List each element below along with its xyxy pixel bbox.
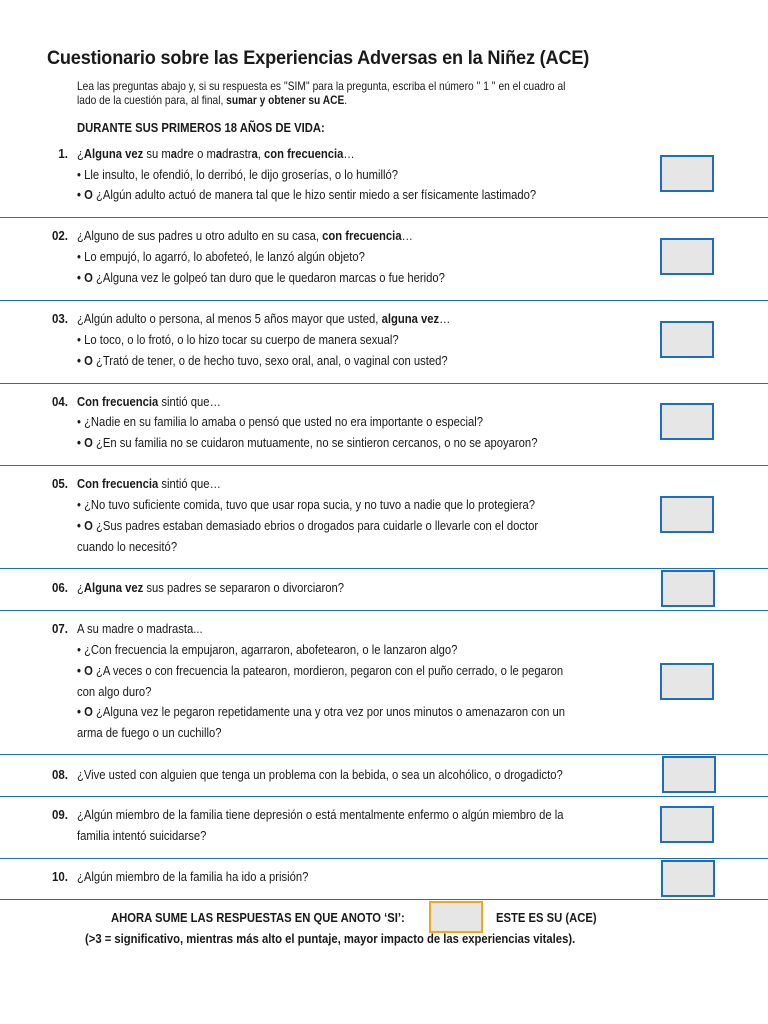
answer-box-3[interactable] <box>660 321 714 358</box>
question-line: • ¿No tuvo suficiente comida, tuvo que usar ropa sucia, y no tuvo a nadie que lo protegiera? <box>77 498 535 512</box>
question-line <box>77 229 413 243</box>
answer-box-6[interactable] <box>661 570 715 607</box>
instructions-text: lado de la cuestión para, al final, <box>77 94 227 107</box>
or-bullet: • O <box>77 188 93 202</box>
answer-box-8[interactable] <box>662 756 716 793</box>
q-bold: Con frecuencia <box>77 395 159 409</box>
q-text: ¿Trató de tener, o de hecho tuvo, sexo oral, anal, o vaginal con usted? <box>92 354 448 368</box>
divider <box>0 610 768 611</box>
or-bullet: • O <box>77 271 93 285</box>
q-bold: con frecuencia <box>264 147 344 161</box>
divider <box>0 899 768 900</box>
q-bold: a <box>215 147 223 161</box>
divider <box>0 300 768 301</box>
question-line: familia intentó suicidarse? <box>77 829 207 843</box>
q-text: … <box>401 229 413 243</box>
question-line <box>77 312 450 326</box>
instructions-line-2 <box>77 94 605 108</box>
divider <box>0 217 768 218</box>
question-line: • Lle insulto, le ofendió, lo derribó, le dijo groserías, o lo humilló? <box>77 168 399 182</box>
question-line <box>77 436 537 450</box>
question-line: • Lo empujó, lo agarró, lo abofeteó, le lanzó algún objeto? <box>77 250 365 264</box>
q-text: ¿Alguno de sus padres u otro adulto en su casa, <box>77 229 323 243</box>
question-number: 02. <box>52 229 68 243</box>
total-label: AHORA SUME LAS RESPUESTAS EN QUE ANOTO ‘SI’: <box>111 911 405 925</box>
instructions-end: . <box>344 94 348 107</box>
question-number: 07. <box>52 622 68 636</box>
q-text: sintió que… <box>158 395 221 409</box>
answer-box-2[interactable] <box>660 238 714 275</box>
q-text: d <box>177 147 184 161</box>
q-text: ¿ <box>77 147 84 161</box>
question-line <box>77 519 538 533</box>
answer-box-7[interactable] <box>660 663 714 700</box>
q-text: sintió que… <box>158 477 221 491</box>
divider <box>0 754 768 755</box>
instructions-bold: sumar y obtener su ACE <box>226 94 345 107</box>
question-line: cuando lo necesitó? <box>77 540 178 554</box>
answer-box-4[interactable] <box>660 403 714 440</box>
question-line <box>77 147 355 161</box>
q-text: ¿Alguna vez le pegaron repetidamente una y otra vez por unos minutos o amenazaron con un <box>92 705 565 719</box>
q-bold: r <box>228 147 233 161</box>
question-line <box>77 664 563 678</box>
q-bold: a <box>170 147 178 161</box>
question-line: • Lo toco, o lo frotó, o lo hizo tocar su cuerpo de manera sexual? <box>77 333 399 347</box>
answer-box-9[interactable] <box>660 806 714 843</box>
question-line: ¿Algún miembro de la familia tiene depresión o está mentalmente enfermo o algún miembro de la <box>77 808 564 822</box>
question-line: con algo duro? <box>77 685 152 699</box>
question-line: A su madre o madrasta... <box>77 622 203 636</box>
question-line: ¿Algún miembro de la familia ha ido a prisión? <box>77 870 309 884</box>
q-text: … <box>343 147 355 161</box>
q-text: sus padres se separaron o divorciaron? <box>143 581 345 595</box>
divider <box>0 568 768 569</box>
q-bold: Alguna vez <box>83 581 144 595</box>
q-text: d <box>222 147 229 161</box>
question-number: 1. <box>58 147 68 161</box>
divider <box>0 465 768 466</box>
question-line: arma de fuego o un cuchillo? <box>77 726 222 740</box>
q-text: , <box>257 147 265 161</box>
q-text: ¿Alguna vez le golpeó tan duro que le quedaron marcas o fue herido? <box>92 271 445 285</box>
q-text: ¿ <box>77 581 84 595</box>
question-number: 08. <box>52 768 68 782</box>
q-bold: r <box>183 147 188 161</box>
q-text: su m <box>143 147 171 161</box>
q-text: ¿A veces o con frecuencia la patearon, mordieron, pegaron con el puño cerrado, o le pegaron <box>92 664 564 678</box>
or-bullet: • O <box>77 664 93 678</box>
question-number: 03. <box>52 312 68 326</box>
question-line <box>77 581 344 595</box>
answer-box-10[interactable] <box>661 860 715 897</box>
instructions <box>77 80 605 108</box>
question-line: • ¿Nadie en su familia lo amaba o pensó que usted no era importante o especial? <box>77 415 484 429</box>
q-text: ¿Algún adulto actuó de manera tal que le hizo sentir miedo a ser físicamente lastimado? <box>92 188 537 202</box>
question-line <box>77 354 448 368</box>
divider <box>0 796 768 797</box>
or-bullet: • O <box>77 354 93 368</box>
q-bold: a <box>251 147 258 161</box>
or-bullet: • O <box>77 705 93 719</box>
total-score-box[interactable] <box>429 901 483 933</box>
answer-box-5[interactable] <box>660 496 714 533</box>
page-title: Cuestionario sobre las Experiencias Adversas en la Niñez (ACE) <box>47 47 590 69</box>
question-number: 04. <box>52 395 68 409</box>
q-bold: con frecuencia <box>322 229 402 243</box>
question-line <box>77 188 536 202</box>
answer-box-1[interactable] <box>660 155 714 192</box>
q-bold: Alguna vez <box>83 147 144 161</box>
q-bold: Con frecuencia <box>77 477 159 491</box>
q-text: astr <box>232 147 252 161</box>
question-line <box>77 477 221 491</box>
question-number: 10. <box>52 870 68 884</box>
total-result-label: ESTE ES SU (ACE) <box>496 911 597 925</box>
question-number: 06. <box>52 581 68 595</box>
question-number: 05. <box>52 477 68 491</box>
divider <box>0 383 768 384</box>
q-text: ¿Sus padres estaban demasiado ebrios o drogados para cuidarle o llevarle con el doctor <box>92 519 539 533</box>
section-subheading: DURANTE SUS PRIMEROS 18 AÑOS DE VIDA: <box>77 121 325 135</box>
question-line: • ¿Con frecuencia la empujaron, agarraron, abofetearon, o le lanzaron algo? <box>77 643 458 657</box>
q-text: ¿Algún adulto o persona, al menos 5 años mayor que usted, <box>77 312 382 326</box>
q-bold: alguna vez <box>381 312 440 326</box>
question-line <box>77 395 221 409</box>
or-bullet: • O <box>77 519 93 533</box>
q-text: … <box>439 312 451 326</box>
total-note: (>3 = significativo, mientras más alto el puntaje, mayor impacto de las experiencias vitales). <box>85 932 576 946</box>
instructions-line-1: Lea las preguntas abajo y, si su respuesta es ''SIM'' para la pregunta, escriba el número '' 1 '' en el cuadro al <box>77 80 566 93</box>
q-text: ¿En su familia no se cuidaron mutuamente, no se sintieron cercanos, o no se apoyaron? <box>92 436 538 450</box>
question-line <box>77 271 445 285</box>
or-bullet: • O <box>77 436 93 450</box>
question-number: 09. <box>52 808 68 822</box>
question-line: ¿Vive usted con alguien que tenga un problema con la bebida, o sea un alcohólico, o drogadicto? <box>77 768 563 782</box>
divider <box>0 858 768 859</box>
question-line <box>77 705 565 719</box>
q-text: e o m <box>187 147 216 161</box>
